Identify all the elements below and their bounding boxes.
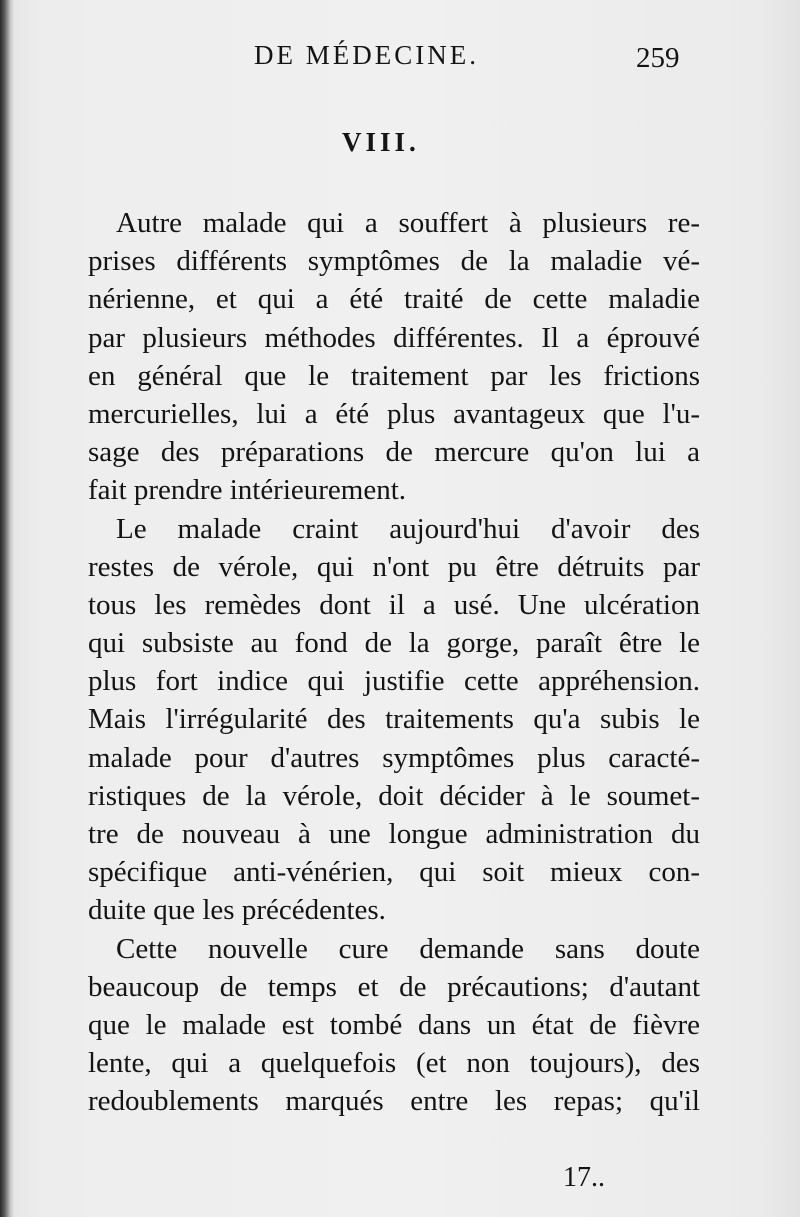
text-line: que le malade est tombé dans un état de fièvre [88,1008,700,1041]
section-number: VIII. [342,127,420,157]
text-line: nérienne, et qui a été traité de cette maladie [88,283,700,316]
text-line: Le malade craint aujourd'hui d'avoir des [116,512,700,545]
text-line: plus fort indice qui justifie cette appréhension. [88,665,700,698]
text-line: malade pour d'autres symptômes plus caracté- [88,741,700,774]
page-number: 259 [636,42,680,74]
text-line: lente, qui a quelquefois (et non toujours), des [88,1047,700,1080]
text-line: tous les remèdes dont il a usé. Une ulcération [88,588,700,621]
text-line: prises différents symptômes de la maladie vé- [88,245,700,278]
running-title: DE MÉDECINE. [254,40,479,70]
text-line: Cette nouvelle cure demande sans doute [116,932,700,965]
text-line: sage des préparations de mercure qu'on lui a [88,436,700,469]
text-line: duite que les précédentes. [88,894,386,927]
text-line: Autre malade qui a souffert à plusieurs re- [116,207,700,239]
text-line: redoublements marqués entre les repas; qu'il [88,1085,700,1118]
text-line: fait prendre intérieurement. [88,474,407,507]
text-line: en général que le traitement par les frictions [88,359,700,392]
body-text [88,204,700,1121]
text-line: beaucoup de temps et de précautions; d'autant [88,970,700,1003]
text-line: qui subsiste au fond de la gorge, paraît être le [88,627,700,660]
text-line: tre de nouveau à une longue administration du [88,818,700,850]
text-line: spécifique anti-vénérien, qui soit mieux con- [88,856,700,889]
text-line: ristiques de la vérole, doit décider à le soumet- [88,779,700,812]
text-line: mercurielles, lui a été plus avantageux que l'u- [88,397,700,430]
spine-shadow [0,0,14,1217]
signature-mark: 17.. [563,1162,605,1193]
text-line: par plusieurs méthodes différentes. Il a éprouvé [88,321,700,354]
text-line: Mais l'irrégularité des traitements qu'a subis le [88,703,700,736]
text-line: restes de vérole, qui n'ont pu être détruits par [88,550,700,583]
